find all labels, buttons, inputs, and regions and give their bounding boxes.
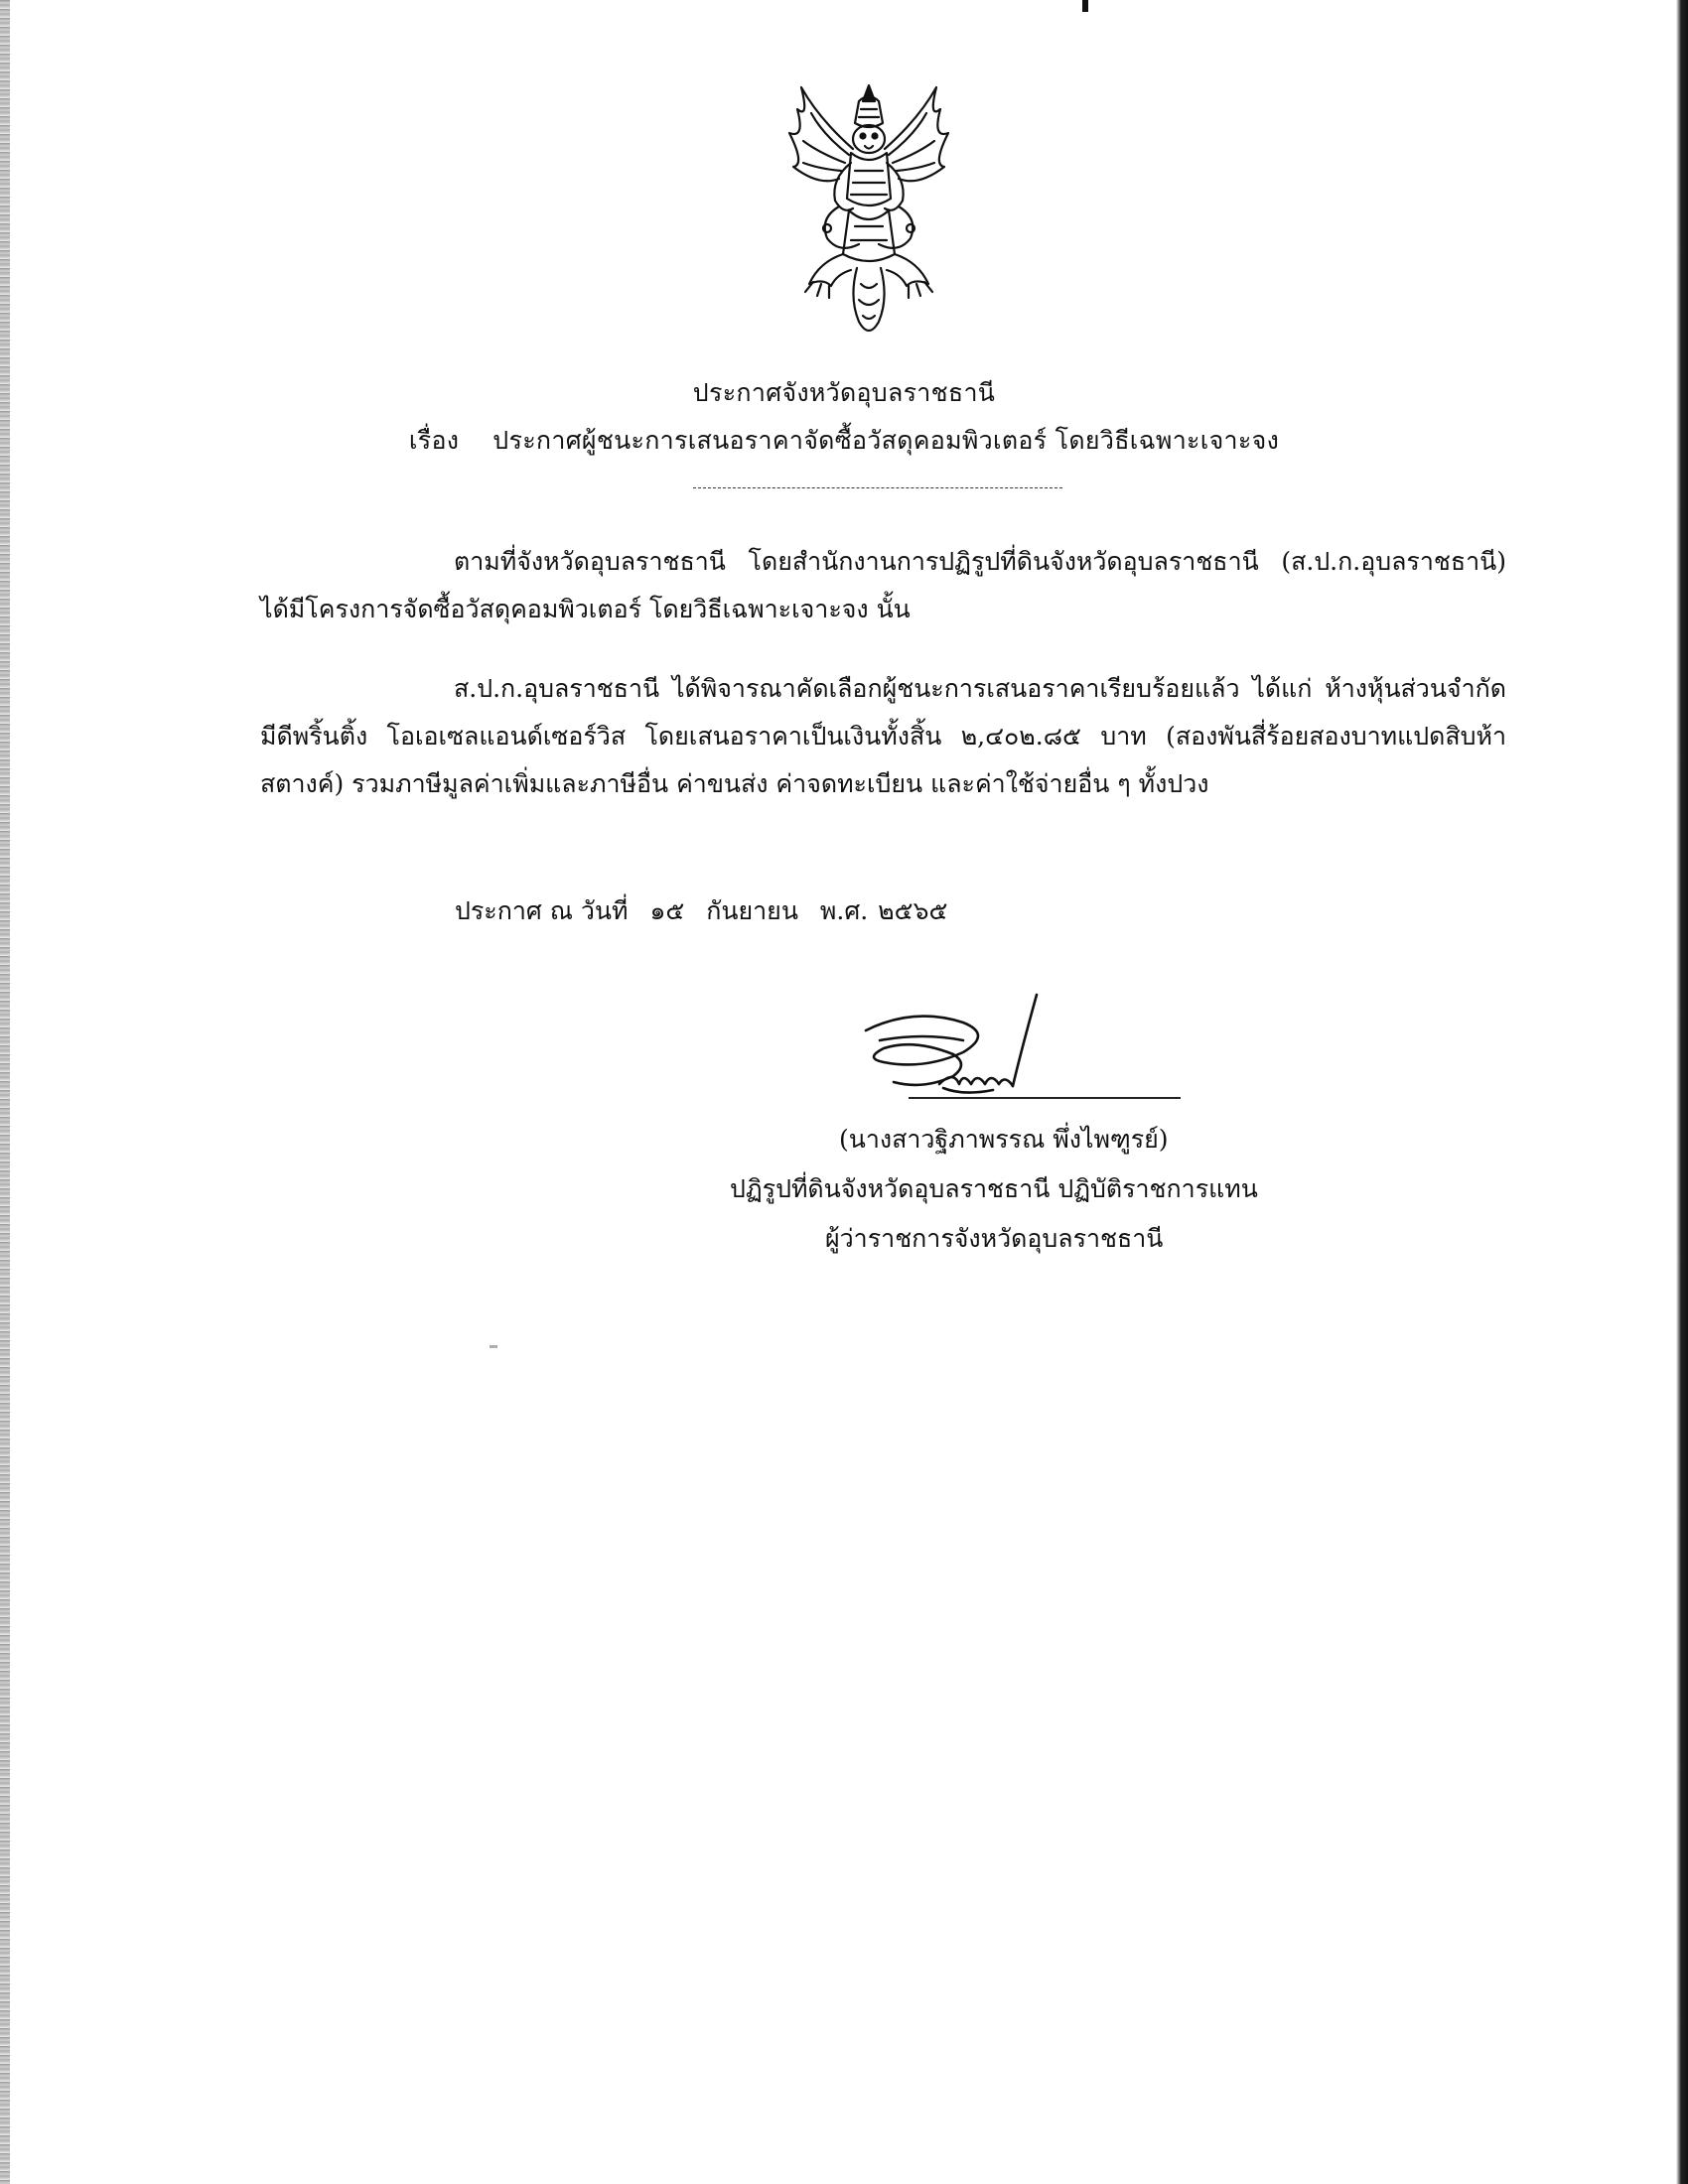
garuda-emblem	[779, 79, 958, 347]
date-month: กันยายน	[706, 896, 798, 925]
title-divider	[693, 487, 1062, 488]
signature-line	[909, 1097, 1181, 1099]
scan-speck	[490, 1345, 497, 1348]
signatory-position-2: ผู้ว่าราชการจังหวัดอุบลราชธานี	[825, 1224, 1164, 1253]
body-paragraph-2: ส.ป.ก.อุบลราชธานี ได้พิจารณาคัดเลือกผู้ชนะการเสนอราคาเรียบร้อยแล้ว ได้แก่ ห้างหุ้นส่วนจำกัด มีดีพริ้นติ้ง โอเอเซลแอนด์เซอร์วิส โดยเสนอราคาเป็นเงินทั้งสิ้น ๒,๔๐๒.๘๕ บาท (สองพันสี่ร้อยสองบาทแปดสิบห้าสตางค์) รวมภาษีมูลค่าเพิ่มและภาษีอื่น ค่าขนส่ง ค่าจดทะเบียน และค่าใช้จ่ายอื่น ๆ ทั้งปวง	[260, 674, 1506, 798]
body-paragraph-1: ตามที่จังหวัดอุบลราชธานี โดยสำนักงานการปฏิรูปที่ดินจังหวัดอุบลราชธานี (ส.ป.ก.อุบลราชธานี) ได้มีโครงการจัดซื้อวัสดุคอมพิวเตอร์ โดยวิธีเฉพาะเจาะจง นั้น	[260, 547, 1506, 623]
scan-top-mark	[1082, 0, 1088, 12]
date-day: ๑๕	[649, 896, 685, 925]
handwritten-signature	[844, 993, 1112, 1122]
signatory-name: (นางสาวฐิภาพรรณ พึ่งไพฑูรย์)	[839, 1125, 1169, 1154]
scan-edge-right	[1676, 0, 1688, 2184]
signatory-position-1: ปฏิรูปที่ดินจังหวัดอุบลราชธานี ปฏิบัติราชการแทน	[730, 1174, 1258, 1203]
subject-label: เรื่อง	[408, 426, 460, 455]
subject-text: ประกาศผู้ชนะการเสนอราคาจัดซื้อวัสดุคอมพิวเตอร์ โดยวิธีเฉพาะเจาะจง	[492, 426, 1280, 455]
announcement-subject-line	[0, 421, 1688, 461]
announcement-issuer: ประกาศจังหวัดอุบลราชธานี	[692, 378, 996, 407]
date-year: ๒๕๖๕	[878, 896, 948, 925]
date-prefix: ประกาศ ณ วันที่	[455, 896, 629, 925]
date-line	[455, 887, 1348, 935]
date-era: พ.ศ.	[819, 896, 869, 925]
scan-edge-left	[0, 0, 10, 2184]
